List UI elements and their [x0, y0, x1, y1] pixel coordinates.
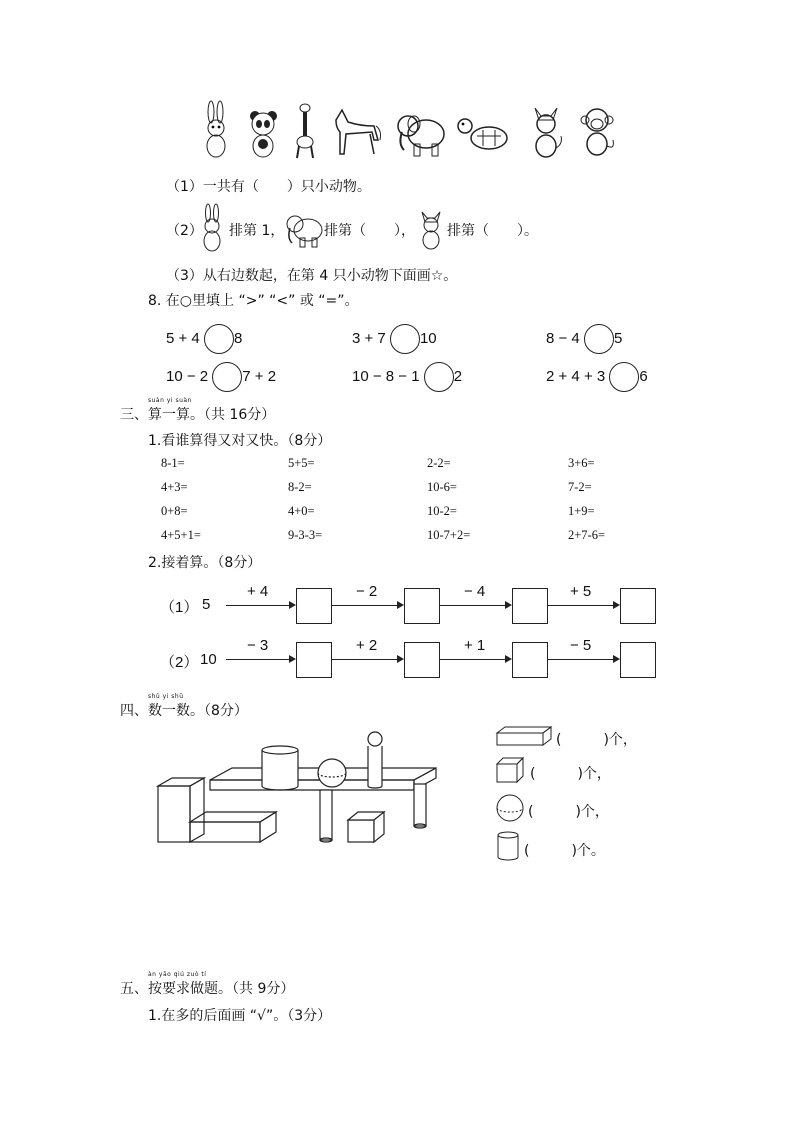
arith-item: 1+9= — [568, 504, 595, 518]
arith-item: 10-2= — [427, 504, 457, 518]
pinyin: shǔ yi shǔ — [148, 693, 184, 700]
answer-box[interactable] — [512, 588, 548, 624]
section-3-title: suàn yi suàn 三、算一算。（共 16分） — [120, 397, 276, 423]
cylinder-icon — [496, 830, 520, 862]
q7-sub2-a: 排第 1， — [229, 223, 285, 239]
arrow-icon — [613, 601, 620, 609]
arith-item: 8-1= — [161, 456, 185, 470]
q7-sub3: （3）从右边数起，在第 4 只小动物下面画☆。 — [166, 268, 458, 284]
arith-item: 9-3-3= — [288, 528, 323, 542]
compare-item: 10 − 8 − 1 2 — [352, 362, 462, 392]
q7-sub1: （1）一共有（ ）只小动物。 — [166, 179, 371, 195]
chain-op: − 4 — [464, 583, 486, 600]
q7-sub2-c: 排第（ ）。 — [447, 223, 538, 239]
answer-box[interactable] — [404, 588, 440, 624]
panda-icon — [243, 100, 283, 160]
arith-item: 10-6= — [427, 480, 457, 494]
horse-icon — [330, 100, 384, 160]
section-4-title: shǔ yi shǔ 四、数一数。（8分） — [120, 693, 248, 719]
arith-item: 2-2= — [427, 456, 451, 470]
elephant-icon — [392, 100, 448, 160]
answer-box[interactable] — [620, 642, 656, 678]
compare-item: 10 − 2 7 + 2 — [166, 362, 276, 392]
chain-label: （2） — [160, 654, 199, 671]
arrow-icon — [397, 601, 404, 609]
answer-box[interactable] — [296, 642, 332, 678]
compare-item: 8 − 4 5 — [546, 324, 622, 354]
monkey-icon — [575, 100, 619, 160]
giraffe-icon — [290, 100, 320, 160]
arith-item: 4+3= — [161, 480, 188, 494]
q7-sub2-prefix: （2） — [166, 223, 203, 239]
arith-item: 4+5+1= — [161, 528, 201, 542]
answer-circle[interactable] — [204, 324, 234, 354]
compare-item: 3 + 7 10 — [352, 324, 437, 354]
cat-icon — [527, 100, 565, 160]
count-text[interactable]: ( )个， — [556, 732, 637, 748]
chain-op: + 2 — [356, 637, 378, 654]
arrow-icon — [289, 601, 296, 609]
answer-box[interactable] — [404, 642, 440, 678]
sphere-icon — [495, 793, 525, 823]
arith-item: 3+6= — [568, 456, 595, 470]
compare-item: 2 + 4 + 3 6 — [546, 362, 648, 392]
solid-shapes-scene — [150, 728, 440, 848]
chain-op: + 4 — [247, 583, 269, 600]
cat-icon — [416, 206, 446, 250]
chain-op: − 5 — [570, 637, 592, 654]
chain-op: − 3 — [247, 637, 269, 654]
chain-label: （1） — [160, 599, 199, 616]
arrow-icon — [505, 655, 512, 663]
answer-circle[interactable] — [212, 362, 242, 392]
arrow-icon — [289, 655, 296, 663]
answer-box[interactable] — [296, 588, 332, 624]
arith-item: 0+8= — [161, 504, 188, 518]
arrow-icon — [397, 655, 404, 663]
sec5-q1-title: 1.在多的后面画 “√”。（3分） — [148, 1008, 332, 1024]
answer-circle[interactable] — [390, 324, 420, 354]
cube-icon — [495, 756, 525, 784]
section-5-title: àn yāo qiú zuò tí 五、按要求做题。（共 9分） — [120, 971, 295, 997]
arith-item: 7-2= — [568, 480, 592, 494]
compare-item: 5 + 4 8 — [166, 324, 242, 354]
sec3-q1-title: 1.看谁算得又对又快。（8分） — [148, 433, 332, 449]
chain-start: 5 — [202, 596, 211, 613]
pinyin: suàn yi suàn — [148, 397, 192, 404]
arrow-icon — [613, 655, 620, 663]
count-text[interactable]: ( )个。 — [524, 843, 605, 859]
arrow-icon — [505, 601, 512, 609]
arith-item: 8-2= — [288, 480, 312, 494]
q7-sub2-b: 排第（ ）， — [324, 223, 415, 239]
rabbit-icon — [198, 100, 234, 160]
arith-item: 4+0= — [288, 504, 315, 518]
cuboid-icon — [495, 725, 553, 747]
chain-op: + 1 — [464, 637, 486, 654]
chain-op: + 5 — [570, 583, 592, 600]
answer-circle[interactable] — [609, 362, 639, 392]
turtle-icon — [455, 100, 513, 160]
pinyin: àn yāo qiú zuò tí — [148, 971, 207, 978]
sec3-q2-title: 2.接着算。（8分） — [148, 555, 262, 571]
elephant-icon — [284, 208, 324, 248]
count-text[interactable]: ( )个， — [530, 766, 611, 782]
arith-item: 5+5= — [288, 456, 315, 470]
arith-item: 2+7-6= — [568, 528, 606, 542]
answer-box[interactable] — [620, 588, 656, 624]
chain-start: 10 — [200, 651, 217, 668]
answer-circle[interactable] — [584, 324, 614, 354]
chain-op: − 2 — [356, 583, 378, 600]
answer-circle[interactable] — [424, 362, 454, 392]
count-text[interactable]: ( )个， — [528, 804, 609, 820]
arith-item: 10-7+2= — [427, 528, 471, 542]
answer-box[interactable] — [512, 642, 548, 678]
rabbit-icon — [198, 203, 226, 253]
q8-title: 8. 在○里填上 “>” “<” 或 “=”。 — [148, 293, 359, 309]
